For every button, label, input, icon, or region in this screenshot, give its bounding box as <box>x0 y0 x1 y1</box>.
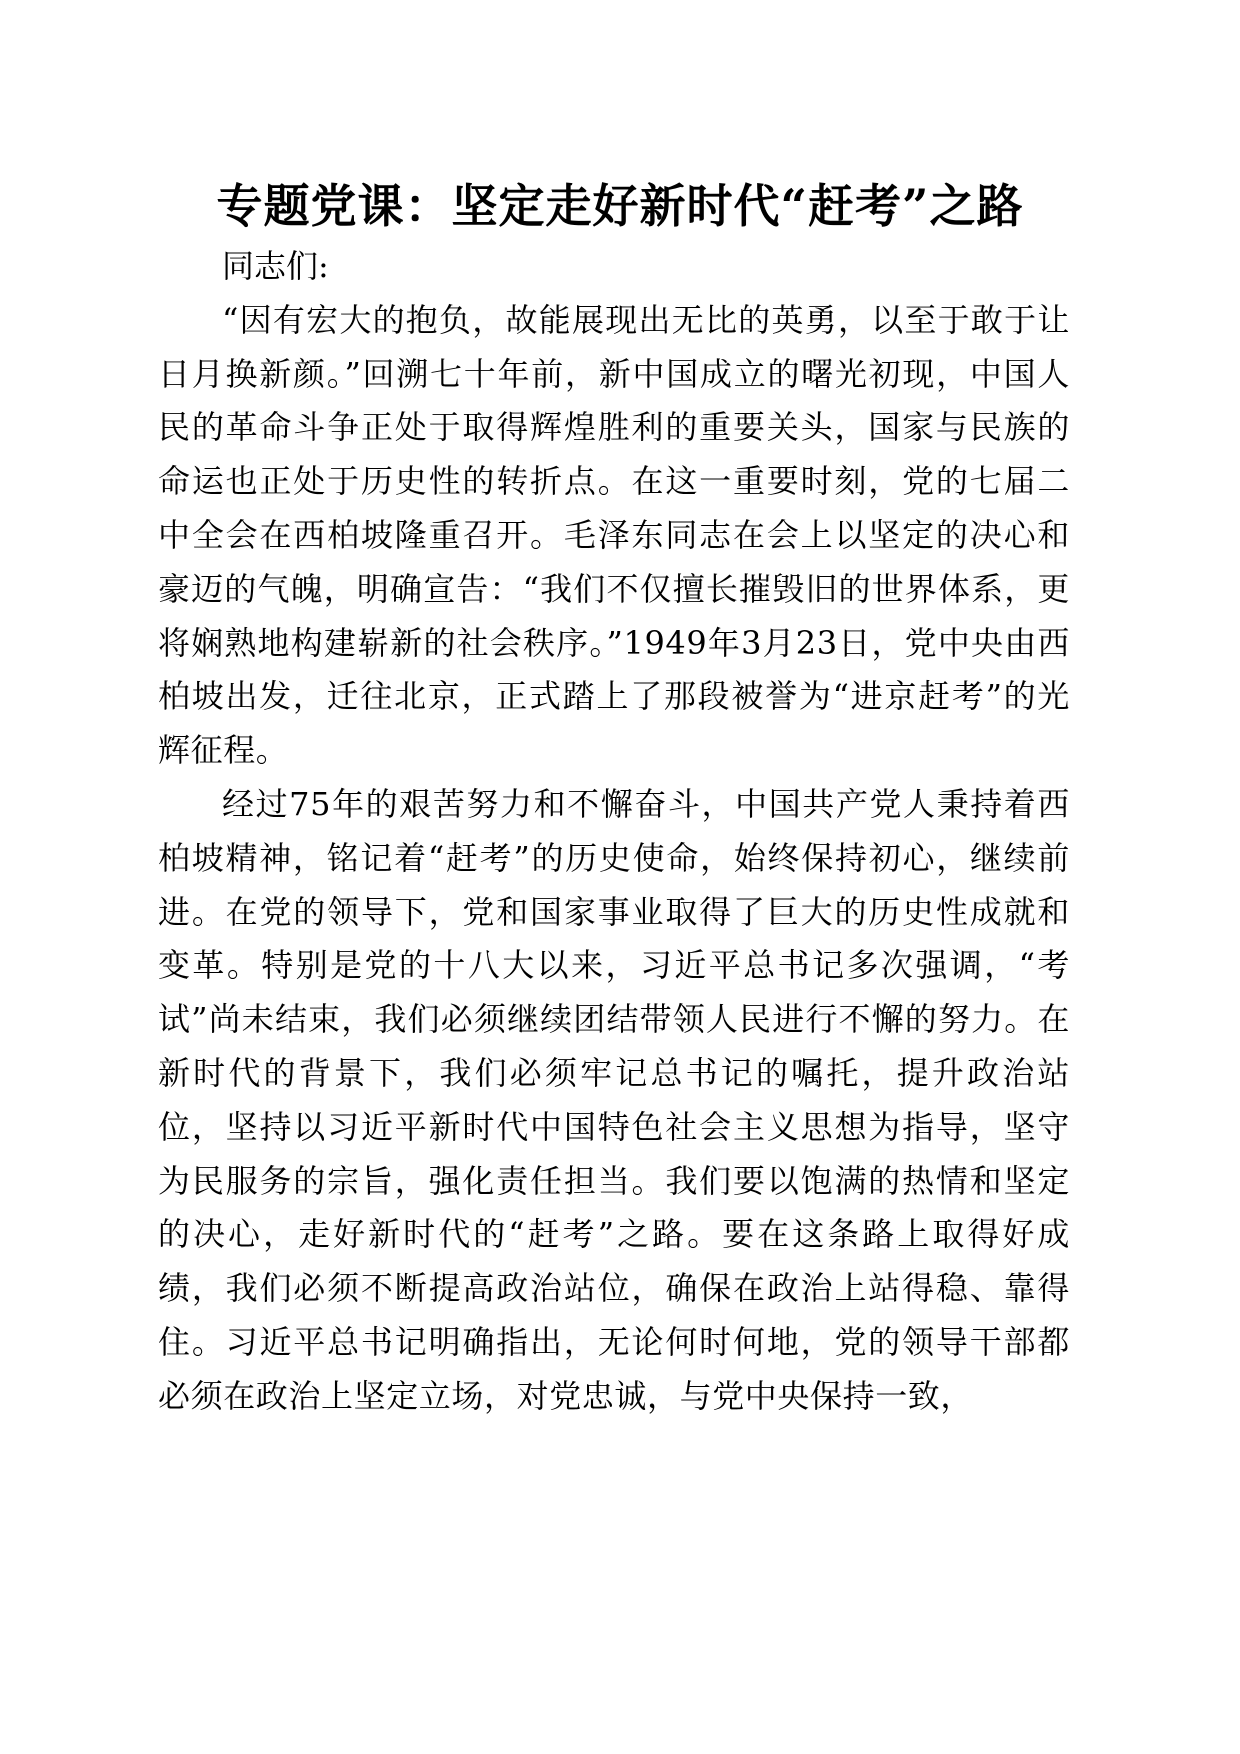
greeting: 同志们: <box>222 247 329 285</box>
document-body <box>158 240 1070 1424</box>
document-title: 专题党课：坚定走好新时代“赶考”之路 <box>216 179 1024 233</box>
paragraph-2: 经过75年的艰苦努力和不懈奋斗，中国共产党人秉持着西柏坡精神，铭记着“赶考”的历史使命，始终保持初心，继续前进。在党的领导下，党和国家事业取得了巨大的历史性成就和变革。特别是党的十八大以来，习近平总书记多次强调，“考试”尚未结束，我们必须继续团结带领人民进行不懈的努力。在新时代的背景下，我们必须牢记总书记的嘱托，提升政治站位，坚持以习近平新时代中国特色社会主义思想为指导，坚守为民服务的宗旨，强化责任担当。我们要以饱满的热情和坚定的决心，走好新时代的“赶考”之路。要在这条路上取得好成绩，我们必须不断提高政治站位，确保在政治上站得稳、靠得住。习近平总书记明确指出，无论何时何地，党的领导干部都必须在政治上坚定立场，对党忠诚，与党中央保持一致， <box>158 784 1070 1415</box>
paragraph-1: “因有宏大的抱负，故能展现出无比的英勇，以至于敢于让日月换新颜。”回溯七十年前，新中国成立的曙光初现，中国人民的革命斗争正处于取得辉煌胜利的重要关头，国家与民族的命运也正处于历史性的转折点。在这一重要时刻，党的七届二中全会在西柏坡隆重召开。毛泽东同志在会上以坚定的决心和豪迈的气魄，明确宣告：“我们不仅擅长摧毁旧的世界体系，更将娴熟地构建崭新的社会秩序。”1949年3月23日，党中央由西柏坡出发，迁往北京，正式踏上了那段被誉为“进京赶考”的光辉征程。 <box>158 300 1070 770</box>
